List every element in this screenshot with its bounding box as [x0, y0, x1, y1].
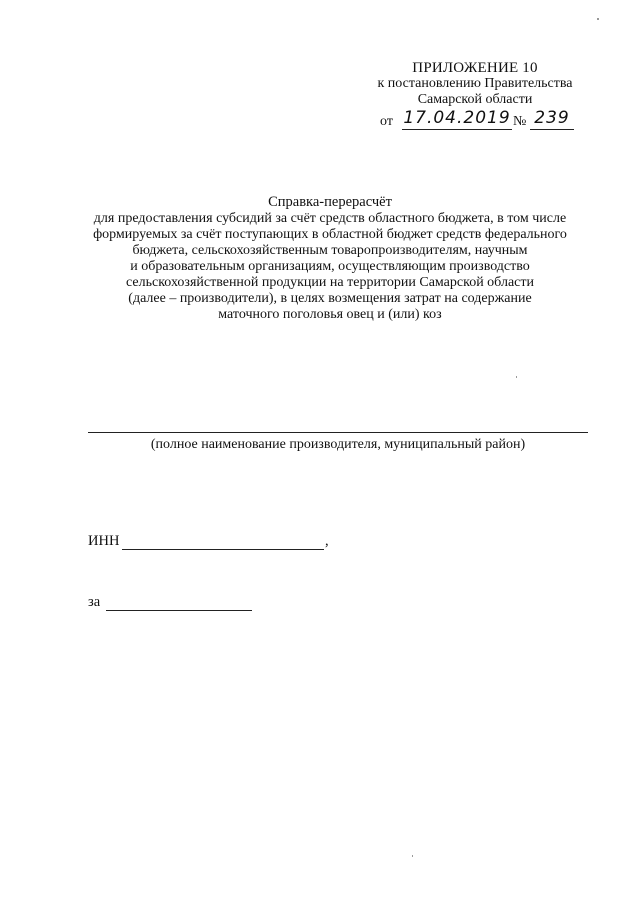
inn-suffix: , [325, 533, 329, 549]
document-title-block [70, 194, 590, 323]
inn-label: ИНН [88, 533, 120, 549]
producer-name-field[interactable] [88, 432, 588, 433]
period-field[interactable] [106, 593, 252, 611]
resolution-date-line [350, 110, 600, 130]
scan-speck [412, 855, 413, 857]
number-prefix: № [513, 114, 527, 129]
document-body-line: бюджета, сельскохозяйственным товаропроизводителям, научным [132, 243, 528, 258]
inn-field[interactable] [122, 532, 324, 550]
document-body-line: сельскохозяйственной продукции на территории Самарской области [126, 275, 534, 290]
document-body-line: формируемых за счёт поступающих в областной бюджет средств федерального [93, 227, 567, 242]
document-body-line: (далее – производители), в целях возмещения затрат на содержание [128, 291, 532, 306]
date-prefix: от [380, 114, 393, 129]
period-label: за [88, 594, 101, 610]
appendix-resolution-line: к постановлению Правительства [377, 76, 573, 91]
appendix-block [350, 60, 600, 130]
document-body-line: и образовательным организациям, осуществляющим производство [130, 259, 530, 274]
appendix-region-line: Самарской области [417, 92, 533, 107]
inn-row [88, 532, 388, 552]
scan-speck [516, 376, 517, 378]
handwritten-date: 17.04.2019 [403, 108, 511, 128]
appendix-title: ПРИЛОЖЕНИЕ 10 [412, 60, 538, 76]
producer-name-caption: (полное наименование производителя, муниципальный район) [150, 437, 526, 452]
period-row [88, 593, 288, 613]
document-heading: Справка-перерасчёт [268, 194, 392, 210]
document-body-line: для предоставления субсидий за счёт средств областного бюджета, в том числе [93, 211, 567, 226]
handwritten-number: 239 [530, 109, 574, 130]
document-body-line: маточного поголовья овец и (или) коз [218, 307, 442, 322]
scan-speck [597, 18, 599, 20]
